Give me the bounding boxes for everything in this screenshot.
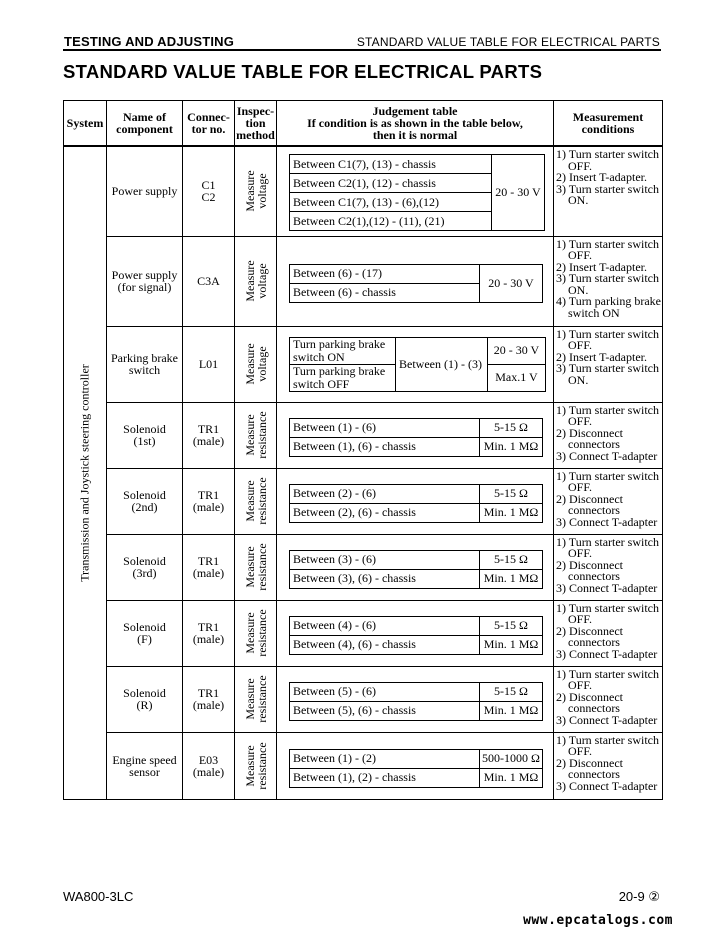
text-line: E03 xyxy=(198,752,219,767)
table-row xyxy=(64,146,663,236)
judgement-condition xyxy=(290,418,480,437)
judgement-row xyxy=(290,155,545,174)
text-line: Engine speed xyxy=(112,752,177,767)
text-line: Measure xyxy=(242,343,257,385)
table-row xyxy=(64,236,663,326)
judgement-value: Max.1 V xyxy=(488,364,546,391)
judgement-cell xyxy=(277,326,554,402)
judgement-cell xyxy=(277,534,554,600)
measurement-step: 2) Disconnect xyxy=(556,623,623,638)
judgement-condition xyxy=(290,503,480,522)
text-line: Between (5) - (6) xyxy=(293,684,376,698)
judgement-value: Min. 1 MΩ xyxy=(480,701,543,720)
inspection-method xyxy=(235,402,277,468)
judgement-condition xyxy=(290,749,480,768)
judgement-value: 5-15 Ω xyxy=(480,616,543,635)
judgement-value: 5-15 Ω xyxy=(480,418,543,437)
measurement-step: 1) Turn starter switch xyxy=(556,732,659,747)
text-line: (male) xyxy=(192,764,225,779)
measurement-step: OFF. xyxy=(568,612,593,626)
judgement-cell xyxy=(277,732,554,799)
text-line: resistance xyxy=(254,675,269,723)
text-line: Between (1), (2) - chassis xyxy=(293,770,416,784)
measurement-conditions xyxy=(554,732,663,799)
judgement-row xyxy=(290,437,543,456)
measurement-step: 3) Connect T-adapter xyxy=(556,778,658,793)
measurement-conditions xyxy=(554,236,663,326)
text-line: Power supply xyxy=(111,268,178,282)
text-line: Between (2), (6) - chassis xyxy=(293,505,416,519)
measurement-step: 1) Turn starter switch xyxy=(556,147,659,161)
judgement-row xyxy=(290,749,543,768)
text-line: TR1 xyxy=(197,620,220,634)
text-line: switch OFF xyxy=(293,376,350,391)
text-line: Parking brake xyxy=(111,351,178,365)
text-line: C3A xyxy=(197,274,220,288)
text-line: Measure xyxy=(242,170,257,212)
header-component: Name of component xyxy=(107,101,183,147)
measurement-step: 2) Disconnect xyxy=(556,755,623,770)
judgement-condition xyxy=(290,616,480,635)
measurement-step: 3) Turn starter switch xyxy=(556,271,659,285)
judgement-value: 5-15 Ω xyxy=(480,682,543,701)
judgement-condition xyxy=(290,364,396,391)
judgement-value: 20 - 30 V xyxy=(492,155,545,231)
text-line: Between (3), (6) - chassis xyxy=(293,571,416,585)
judgement-condition xyxy=(290,193,492,212)
measurement-step: connectors xyxy=(568,569,620,583)
text-line: (1st) xyxy=(133,434,156,448)
header-method: Inspec- tion method xyxy=(235,101,277,147)
text-line: Between (6) - chassis xyxy=(293,285,396,299)
text-line: Solenoid xyxy=(123,488,166,502)
measurement-step: OFF. xyxy=(568,414,593,428)
connector-no xyxy=(183,600,235,666)
measurement-step: OFF. xyxy=(568,546,593,560)
judgement-row xyxy=(290,616,543,635)
text-line: Measure xyxy=(242,414,257,456)
measurement-step: ON. xyxy=(568,193,589,207)
text-line: Measure xyxy=(242,744,257,787)
judgement-condition xyxy=(290,701,480,720)
connector-no xyxy=(183,402,235,468)
measurement-step: connectors xyxy=(568,635,620,649)
text-line: Between (3) - (6) xyxy=(293,552,376,566)
text-line: (male) xyxy=(192,632,225,646)
judgement-condition xyxy=(290,437,480,456)
measurement-step: 3) Connect T-adapter xyxy=(556,712,658,727)
measurement-step: 3) Turn starter switch xyxy=(556,361,659,375)
page-title: STANDARD VALUE TABLE FOR ELECTRICAL PARTS xyxy=(63,61,543,82)
component-name xyxy=(107,402,183,468)
header-connector: Connec- tor no. xyxy=(183,101,235,147)
measurement-step: 3) Connect T-adapter xyxy=(556,514,658,529)
judgement-row xyxy=(290,484,543,503)
component-name xyxy=(107,534,183,600)
inspection-method xyxy=(235,600,277,666)
text-line: Between C1(7), (13) - chassis xyxy=(293,156,436,171)
component-name xyxy=(107,326,183,402)
connector-no xyxy=(183,666,235,732)
measurement-step: 1) Turn starter switch xyxy=(556,402,659,417)
component-name xyxy=(107,732,183,799)
connector-no xyxy=(183,732,235,799)
judgement-condition xyxy=(290,569,480,588)
text-line: resistance xyxy=(254,411,269,459)
method-text xyxy=(244,543,268,590)
measurement-step: 3) Connect T-adapter xyxy=(556,646,658,661)
table-row xyxy=(64,534,663,600)
text-line: Between (2) - (6) xyxy=(293,486,376,500)
text-line: switch xyxy=(128,363,161,377)
judgement-condition xyxy=(290,155,492,174)
text-line: Measure xyxy=(242,480,257,522)
measurement-step: switch ON xyxy=(568,305,620,320)
judgement-row xyxy=(290,701,543,720)
text-line: Between (5), (6) - chassis xyxy=(293,703,416,717)
measurement-step: 2) Insert T-adapter. xyxy=(556,259,647,274)
measurement-step: 2) Insert T-adapter. xyxy=(556,170,647,184)
text-line: switch ON xyxy=(293,349,345,364)
text-line: Between (1) - (2) xyxy=(293,751,376,765)
method-text xyxy=(244,260,268,301)
text-line: (3rd) xyxy=(132,566,157,580)
measurement-conditions xyxy=(554,666,663,732)
judgement-value: Min. 1 MΩ xyxy=(480,437,543,456)
text-line: Turn parking brake xyxy=(293,336,386,351)
text-line: TR1 xyxy=(197,422,220,436)
measurement-conditions xyxy=(554,534,663,600)
measurement-step: 3) Turn starter switch xyxy=(556,181,659,196)
text-line: voltage xyxy=(254,263,269,299)
text-line: Solenoid xyxy=(123,686,166,700)
judgement-condition xyxy=(290,264,480,283)
connector-no xyxy=(183,534,235,600)
text-line: (2nd) xyxy=(131,500,158,514)
judgement-table xyxy=(289,550,543,589)
header-rule xyxy=(63,49,661,51)
text-line: Between (1) - (6) xyxy=(293,420,376,434)
measurement-step: 1) Turn starter switch xyxy=(556,468,659,483)
table-row xyxy=(64,732,663,799)
judgement-row xyxy=(290,569,543,588)
judgement-between: Between (1) - (3) xyxy=(396,337,488,391)
connector-no xyxy=(183,236,235,326)
component-name xyxy=(107,666,183,732)
header-judgement: Judgement table If condition is as shown in the table below, then it is normal xyxy=(277,101,554,147)
text-line: L01 xyxy=(198,357,219,371)
text-line: Measure xyxy=(242,612,257,654)
text-line: Measure xyxy=(242,546,257,588)
measurement-conditions xyxy=(554,468,663,534)
judgement-row xyxy=(290,337,546,364)
measurement-step: OFF. xyxy=(568,248,593,262)
component-name xyxy=(107,600,183,666)
method-text xyxy=(244,477,268,524)
measurement-step: 1) Turn starter switch xyxy=(556,666,659,681)
text-line: C1 xyxy=(201,178,216,193)
measurement-step: 1) Turn starter switch xyxy=(556,326,659,341)
text-line: C2 xyxy=(201,190,216,205)
measurement-step: connectors xyxy=(568,437,620,451)
judgement-condition xyxy=(290,550,480,569)
text-line: (male) xyxy=(192,698,225,712)
judgement-condition xyxy=(290,212,492,231)
text-line: (male) xyxy=(192,566,225,580)
text-line: Between C2(1), (12) - chassis xyxy=(293,175,436,190)
text-line: sensor xyxy=(129,764,160,779)
measurement-step: 1) Turn starter switch xyxy=(556,236,659,251)
text-line: TR1 xyxy=(197,488,220,502)
text-line: (male) xyxy=(192,500,225,514)
judgement-value: Min. 1 MΩ xyxy=(480,503,543,522)
method-text xyxy=(244,411,268,458)
judgement-row xyxy=(290,503,543,522)
measurement-step: 3) Connect T-adapter xyxy=(556,580,658,595)
measurement-conditions xyxy=(554,146,663,236)
header-system: System xyxy=(64,101,107,147)
judgement-condition xyxy=(290,682,480,701)
judgement-value: 5-15 Ω xyxy=(480,550,543,569)
table-row xyxy=(64,326,663,402)
judgement-row xyxy=(290,768,543,787)
judgement-row xyxy=(290,264,543,283)
table-row xyxy=(64,600,663,666)
measurement-conditions xyxy=(554,600,663,666)
text-line: (F) xyxy=(137,632,152,646)
text-line: (male) xyxy=(192,434,225,448)
text-line: Solenoid xyxy=(123,620,166,634)
header-measurement: Measurement conditions xyxy=(554,101,663,147)
method-text xyxy=(244,171,268,212)
inspection-method xyxy=(235,236,277,326)
measurement-step: ON. xyxy=(568,282,589,297)
measurement-step: OFF. xyxy=(568,338,593,352)
judgement-table xyxy=(289,616,543,655)
text-line: Power supply xyxy=(111,184,178,199)
table-row xyxy=(64,402,663,468)
text-line: Solenoid xyxy=(123,422,166,436)
system-name: Transmission and Joystick steering controller xyxy=(77,363,92,582)
text-line: Between (4) - (6) xyxy=(293,618,376,632)
text-line: resistance xyxy=(254,477,269,525)
measurement-conditions xyxy=(554,402,663,468)
method-text xyxy=(244,343,268,384)
model-number: WA800-3LC xyxy=(63,889,134,904)
measurement-step: OFF. xyxy=(568,158,593,173)
judgement-table xyxy=(289,264,543,303)
text-line: voltage xyxy=(254,173,269,209)
measurement-conditions xyxy=(554,326,663,402)
measurement-step: connectors xyxy=(568,767,620,781)
table-row xyxy=(64,666,663,732)
measurement-step: OFF. xyxy=(568,744,593,758)
judgement-table xyxy=(289,154,545,231)
inspection-method xyxy=(235,146,277,236)
judgement-table xyxy=(289,337,546,392)
connector-no xyxy=(183,468,235,534)
judgement-cell xyxy=(277,468,554,534)
text-line: Solenoid xyxy=(123,554,166,568)
measurement-step: 3) Connect T-adapter xyxy=(556,448,658,463)
section-header: TESTING AND ADJUSTING xyxy=(64,34,235,49)
judgement-table xyxy=(289,484,543,523)
table-row xyxy=(64,468,663,534)
measurement-step: 2) Disconnect xyxy=(556,491,623,506)
measurement-step: connectors xyxy=(568,701,620,715)
text-line: resistance xyxy=(254,741,269,790)
connector-no xyxy=(183,146,235,236)
text-line: Measure xyxy=(242,260,257,302)
judgement-condition xyxy=(290,337,396,364)
watermark-url: www.epcatalogs.com xyxy=(523,913,673,928)
table-header-row xyxy=(64,101,663,147)
judgement-condition xyxy=(290,768,480,787)
inspection-method xyxy=(235,468,277,534)
text-line: resistance xyxy=(254,543,269,591)
judgement-value: 20 - 30 V xyxy=(488,337,546,364)
judgement-value: 500-1000 Ω xyxy=(480,749,543,768)
inspection-method xyxy=(235,534,277,600)
method-text xyxy=(244,609,268,656)
measurement-step: 1) Turn starter switch xyxy=(556,534,659,549)
page-header-title: STANDARD VALUE TABLE FOR ELECTRICAL PARTS xyxy=(356,35,660,49)
measurement-step: connectors xyxy=(568,503,620,517)
judgement-table xyxy=(289,418,543,457)
text-line: (R) xyxy=(136,698,153,712)
text-line: Turn parking brake xyxy=(293,363,386,378)
judgement-value: Min. 1 MΩ xyxy=(480,635,543,654)
text-line: Between C1(7), (13) - (6),(12) xyxy=(293,194,439,209)
judgement-value: Min. 1 MΩ xyxy=(480,569,543,588)
judgement-condition xyxy=(290,635,480,654)
standard-value-table xyxy=(63,100,663,800)
text-line: Measure xyxy=(242,678,257,720)
judgement-value: Min. 1 MΩ xyxy=(480,768,543,787)
component-name xyxy=(107,236,183,326)
inspection-method xyxy=(235,732,277,799)
judgement-condition xyxy=(290,484,480,503)
text-line: Between (4), (6) - chassis xyxy=(293,637,416,651)
judgement-cell xyxy=(277,402,554,468)
measurement-step: OFF. xyxy=(568,678,593,692)
judgement-row xyxy=(290,635,543,654)
text-line: TR1 xyxy=(197,686,220,700)
text-line: Between (6) - (17) xyxy=(293,266,382,280)
component-name xyxy=(107,468,183,534)
judgement-cell xyxy=(277,666,554,732)
system-cell xyxy=(64,146,107,799)
judgement-table xyxy=(289,749,543,788)
text-line: (for signal) xyxy=(117,280,172,294)
measurement-step: 2) Disconnect xyxy=(556,425,623,440)
judgement-condition xyxy=(290,174,492,193)
text-line: Between C2(1),(12) - (11), (21) xyxy=(293,213,445,228)
measurement-step: 2) Disconnect xyxy=(556,557,623,572)
judgement-row xyxy=(290,682,543,701)
text-line: voltage xyxy=(254,346,269,382)
text-line: resistance xyxy=(254,609,269,657)
component-name xyxy=(107,146,183,236)
measurement-step: OFF. xyxy=(568,480,593,494)
inspection-method xyxy=(235,666,277,732)
measurement-step: ON. xyxy=(568,372,589,387)
connector-no xyxy=(183,326,235,402)
text-line: TR1 xyxy=(197,554,220,568)
judgement-cell xyxy=(277,236,554,326)
measurement-step: 2) Insert T-adapter. xyxy=(556,349,647,364)
judgement-table xyxy=(289,682,543,721)
measurement-step: 4) Turn parking brake xyxy=(556,294,661,308)
judgement-value: 5-15 Ω xyxy=(480,484,543,503)
measurement-step: 2) Disconnect xyxy=(556,689,623,704)
judgement-row xyxy=(290,550,543,569)
inspection-method xyxy=(235,326,277,402)
judgement-cell xyxy=(277,600,554,666)
method-text xyxy=(244,675,268,722)
text-line: Between (1), (6) - chassis xyxy=(293,439,416,453)
judgement-condition xyxy=(290,283,480,302)
judgement-cell xyxy=(277,146,554,236)
judgement-value: 20 - 30 V xyxy=(480,264,543,302)
page-number: 20-9 ② xyxy=(618,889,660,904)
measurement-step: 1) Turn starter switch xyxy=(556,600,659,615)
method-text xyxy=(244,742,268,789)
judgement-row xyxy=(290,418,543,437)
